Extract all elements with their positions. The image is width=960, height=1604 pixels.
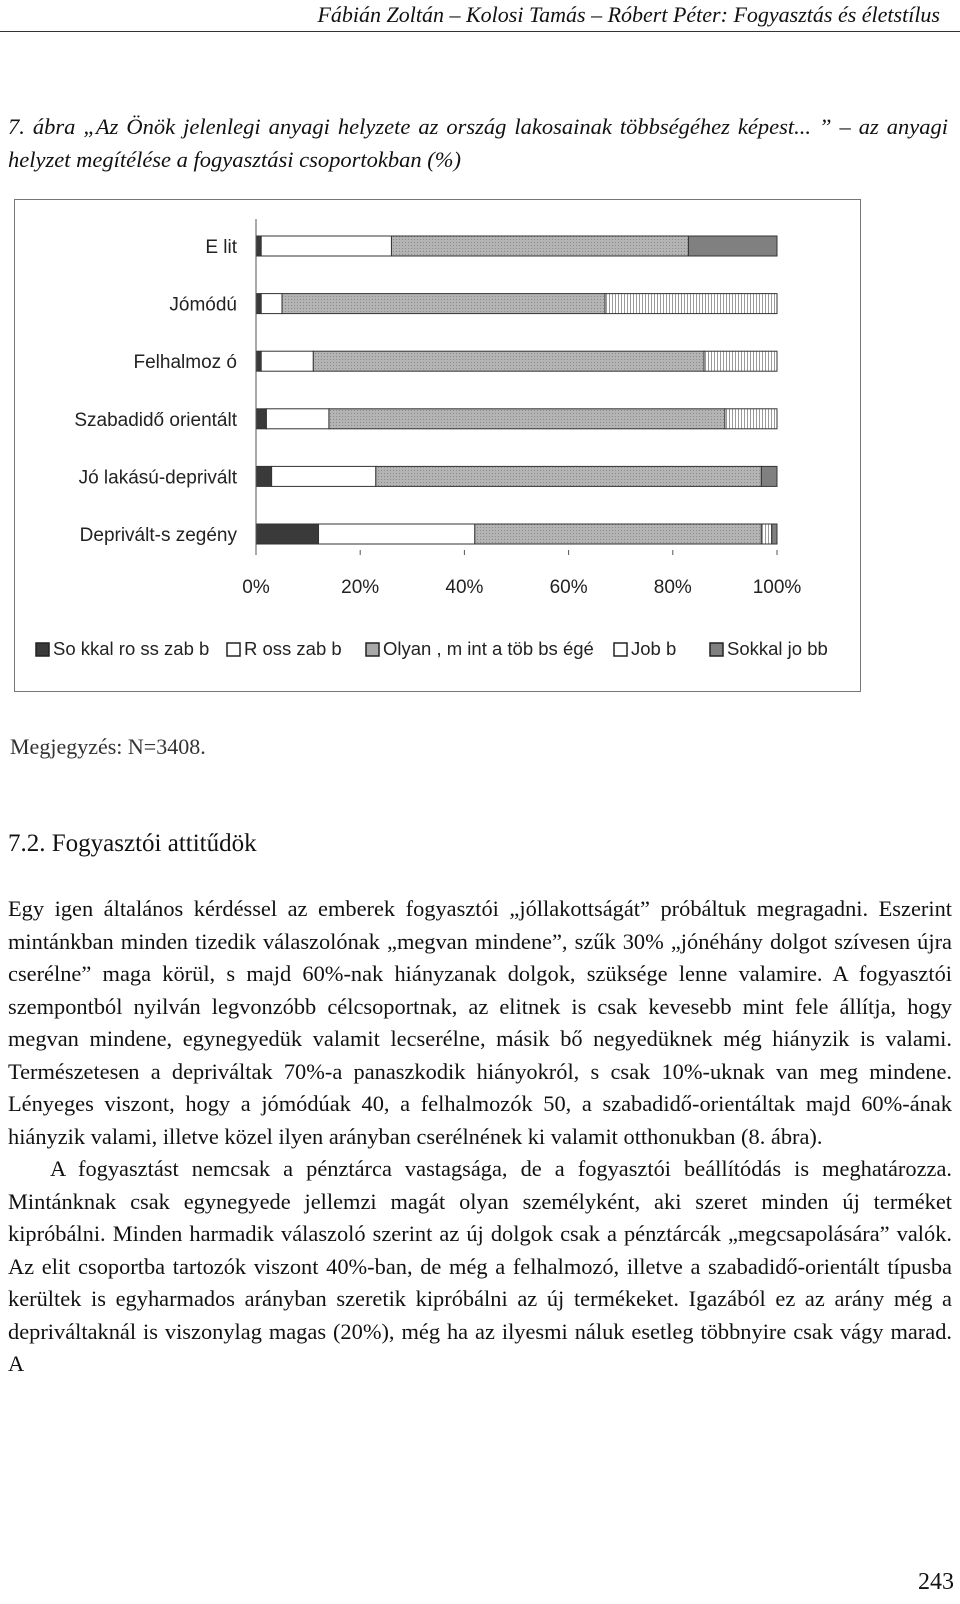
page-header <box>0 0 960 32</box>
bar-segment <box>329 409 725 429</box>
bar-segment <box>761 524 771 544</box>
figure-note: Megjegyzés: N=3408. <box>10 734 206 759</box>
legend-label: Olyan , m int a töb bs égé <box>383 638 594 659</box>
bar-segment <box>772 524 777 544</box>
category-label: Felhalmoz ó <box>133 352 237 374</box>
legend-swatch <box>227 643 240 656</box>
bar-segment <box>313 351 704 371</box>
stacked-bar-chart <box>15 200 860 691</box>
body-text <box>8 893 952 1381</box>
x-tick-label: 40% <box>445 577 484 598</box>
bar-segment <box>261 236 391 256</box>
bar-segment <box>475 524 762 544</box>
bar-segment <box>761 466 777 486</box>
page-number: 243 <box>918 1569 954 1595</box>
category-label: Szabadidő orientált <box>74 409 237 431</box>
legend-label: Sokkal jo bb <box>727 638 828 659</box>
paragraph: A fogyasztást nemcsak a pénztárca vastagsága, de a fogyasztói beállítódás is meghatározza. Mintánknak csak egynegyede jellemzi magát olyan személyként, aki szeret minden új terméket kipróbálni. Minden harmadik válaszoló szerint az új dolgok csak a pénztárcák „megcsapolására” valók. Az elit csoportba tartozók viszont 40%-ban, de még a felhalmozó, illetve a szabadidő-orientált típusba kerültek is egyharmados arányban szeretik kipróbálni az új termékeket. Igazából ez az arány még a depriváltaknál is viszonylag magas (20%), még ha az ilyesmi náluk esetleg többnyire csak vágy marad. A <box>8 1156 952 1376</box>
category-label: Jó lakású-deprivált <box>78 467 237 489</box>
legend-swatch <box>366 643 379 656</box>
x-tick-label: 60% <box>549 577 588 598</box>
bar-segment <box>256 409 266 429</box>
bar-segment <box>256 524 319 544</box>
chart-frame <box>14 199 861 692</box>
bar-segment <box>376 466 762 486</box>
x-tick-label: 100% <box>752 577 802 598</box>
legend-swatch <box>614 643 627 656</box>
category-label: Deprivált-s zegény <box>79 525 237 546</box>
section-title: 7.2. Fogyasztói attitűdök <box>8 830 257 857</box>
bar-segment <box>256 236 261 256</box>
category-label: E lit <box>205 237 237 258</box>
bar-segment <box>704 351 777 371</box>
category-label: Jómódú <box>169 294 237 316</box>
bar-segment <box>261 351 313 371</box>
bar-segment <box>605 294 777 314</box>
bar-segment <box>256 294 261 314</box>
bar-segment <box>266 409 329 429</box>
legend-label: R oss zab b <box>244 638 342 659</box>
legend-swatch <box>36 643 49 656</box>
bar-segment <box>319 524 475 544</box>
running-head: Fábián Zoltán – Kolosi Tamás – Róbert Péter: Fogyasztás és életstílus <box>317 2 940 27</box>
figure-caption: 7. ábra „Az Önök jelenlegi anyagi helyzete az ország lakosainak többségéhez képest... ” – az anyagi helyzet megítélése a fogyasztási csoportokban (%) <box>8 114 948 172</box>
legend-label: Job b <box>631 638 677 659</box>
bar-segment <box>256 466 272 486</box>
legend-label: So kkal ro ss zab b <box>53 638 210 659</box>
x-tick-label: 20% <box>341 577 380 598</box>
bar-segment <box>688 236 777 256</box>
bar-segment <box>261 294 282 314</box>
x-tick-label: 0% <box>242 577 270 598</box>
bar-segment <box>391 236 688 256</box>
bar-segment <box>725 409 777 429</box>
bar-segment <box>272 466 376 486</box>
bar-segment <box>282 294 605 314</box>
x-tick-label: 80% <box>653 577 692 598</box>
bar-segment <box>256 351 261 371</box>
legend-swatch <box>710 643 723 656</box>
paragraph: Egy igen általános kérdéssel az emberek fogyasztói „jóllakottságát” próbáltuk megragadni. Eszerint mintánkban minden tizedik válaszolónak „megvan mindene”, szűk 30% „jónéhány dolgot szívesen újra cserélne” maga körül, s majd 60%-nak hiányzanak dolgok, szüksége lenne valamire. A fogyasztói szempontból nyilván legvonzóbb célcsoportnak, az elitnek is csak kevesebb mint fele állítja, hogy megvan mindene, egynegyedük valamit lecserélne, másik bő negyedüknek még hiányzik is valami. Természetesen a depriváltak 70%-a panaszkodik hiányokról, s csak 10%-uknak van meg mindene. Lényeges viszont, hogy a jómódúak 40, a felhalmozók 50, a szabadidő-orientáltak majd 60%-ának hiányzik valami, illetve közel ilyen arányban cserélnének ki valamit otthonukban (8. ábra). <box>8 896 952 1149</box>
